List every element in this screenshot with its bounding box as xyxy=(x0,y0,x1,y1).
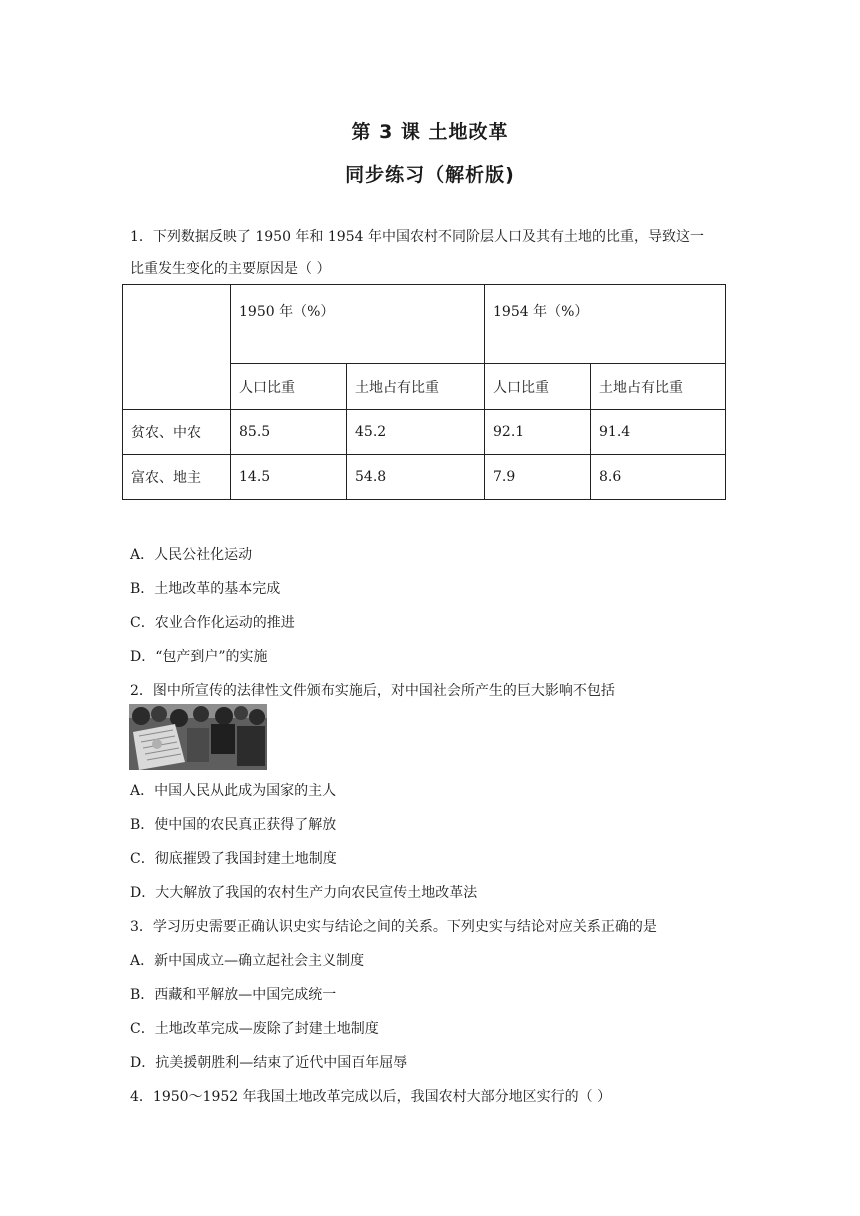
question-1-stem-line1: 1．下列数据反映了 1950 年和 1954 年中国农村不同阶层人口及其有土地的比重，导致这一 xyxy=(130,229,704,245)
table-cell: 54.8 xyxy=(347,455,485,500)
table-corner-cell xyxy=(123,285,231,410)
question-1-option-a: A．人民公社化运动 xyxy=(130,547,253,563)
question-3-option-b: B．西藏和平解放—中国完成统一 xyxy=(130,987,337,1003)
table-cell: 14.5 xyxy=(231,455,347,500)
table-cell: 45.2 xyxy=(347,410,485,455)
table-cell: 85.5 xyxy=(231,410,347,455)
page-subtitle: 同步练习（解析版) xyxy=(345,164,515,186)
table-row-label: 贫农、中农 xyxy=(123,410,231,455)
question-4-stem: 4．1950～1952 年我国土地改革完成以后，我国农村大部分地区实行的（ ） xyxy=(130,1089,612,1105)
question-2-option-a: A．中国人民从此成为国家的主人 xyxy=(130,783,337,799)
table-subheader: 土地占有比重 xyxy=(347,364,485,410)
question-1-option-b: B．土地改革的基本完成 xyxy=(130,581,281,597)
table-subheader: 人口比重 xyxy=(485,364,591,410)
question-3-stem: 3．学习历史需要正确认识史实与结论之间的关系。下列史实与结论对应关系正确的是 xyxy=(130,919,657,935)
table-subheader: 人口比重 xyxy=(231,364,347,410)
data-table xyxy=(122,284,726,500)
question-3-option-c: C．土地改革完成—废除了封建土地制度 xyxy=(130,1021,379,1037)
question-2-option-b: B．使中国的农民真正获得了解放 xyxy=(130,817,337,833)
table-header-1950: 1950 年（%） xyxy=(231,285,485,364)
question-1-option-c: C．农业合作化运动的推进 xyxy=(130,615,295,631)
question-1-stem-line2: 比重发生变化的主要原因是（ ） xyxy=(130,261,331,277)
table-header-1954: 1954 年（%） xyxy=(485,285,726,364)
table-subheader: 土地占有比重 xyxy=(591,364,726,410)
historical-photo xyxy=(129,704,267,770)
table-row xyxy=(123,455,726,500)
table-row-label: 富农、地主 xyxy=(123,455,231,500)
question-2-option-d: D．大大解放了我国的农村生产力向农民宣传土地改革法 xyxy=(130,885,478,901)
table-row xyxy=(123,410,726,455)
table-cell: 7.9 xyxy=(485,455,591,500)
question-1-option-d: D．“包产到户”的实施 xyxy=(130,649,268,665)
table-cell: 8.6 xyxy=(591,455,726,500)
question-3-option-a: A．新中国成立—确立起社会主义制度 xyxy=(130,953,365,969)
question-2-stem: 2．图中所宣传的法律性文件颁布实施后，对中国社会所产生的巨大影响不包括 xyxy=(130,683,615,699)
question-3-option-d: D．抗美援朝胜利—结束了近代中国百年屈辱 xyxy=(130,1055,408,1071)
question-2-option-c: C．彻底摧毁了我国封建土地制度 xyxy=(130,851,337,867)
table-cell: 91.4 xyxy=(591,410,726,455)
table-cell: 92.1 xyxy=(485,410,591,455)
page-title: 第 3 课 土地改革 xyxy=(351,121,509,143)
